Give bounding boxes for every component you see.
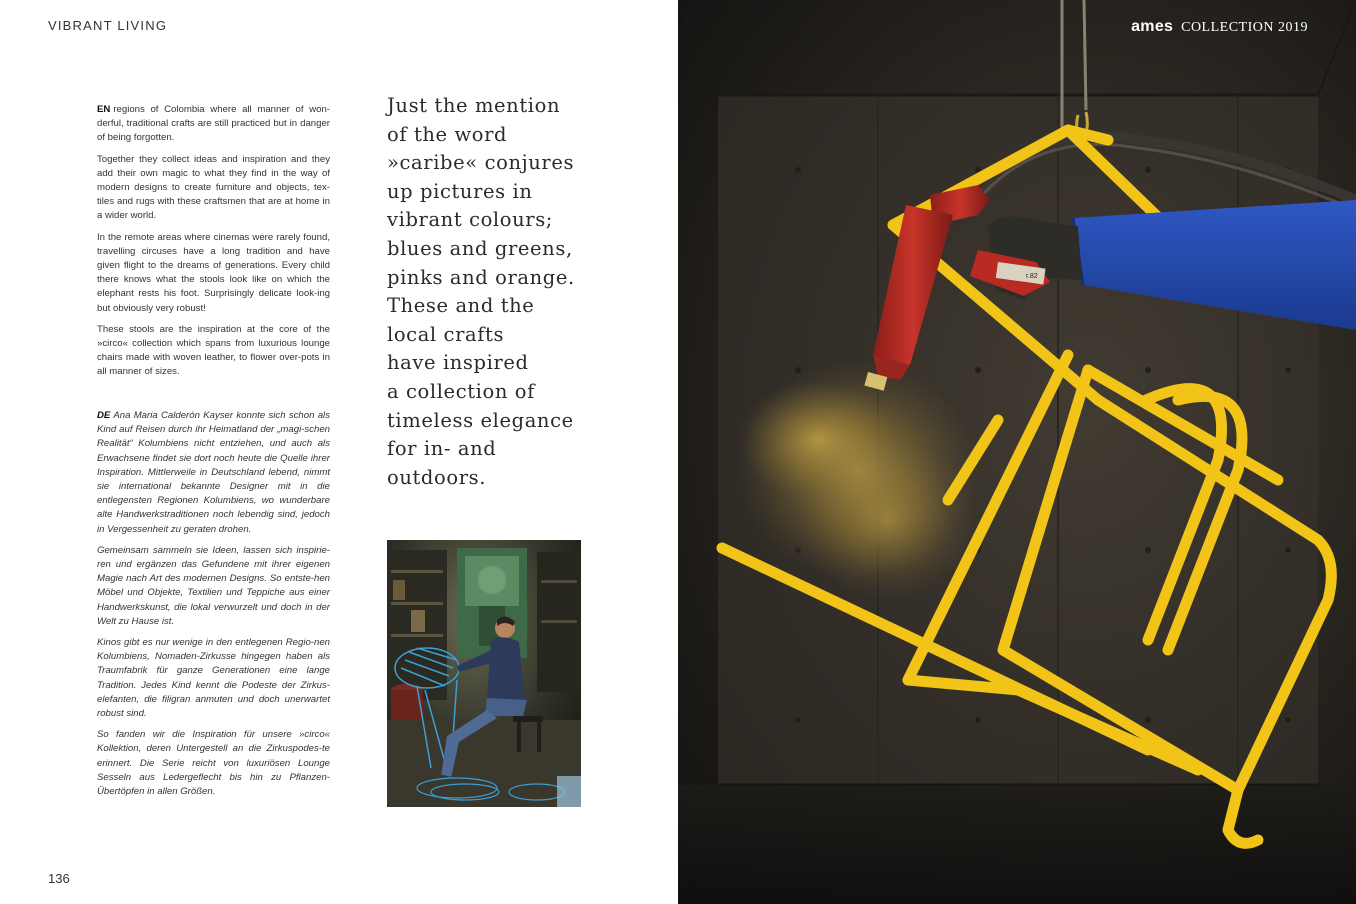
section-title: VIBRANT LIVING [48, 18, 168, 33]
english-paragraph: These stools are the inspiration at the core of the »circo« collection which spans from luxurious lounge chairs made with woven leather, to flower over-pots in all manner of sizes. [97, 323, 330, 378]
quote-line: blues and greens, [387, 236, 573, 260]
quote-line: have inspired [387, 351, 529, 375]
page-number: 136 [48, 871, 70, 886]
german-text-column [97, 409, 330, 806]
right-page-photo [678, 0, 1356, 904]
pull-quote [387, 92, 587, 492]
quote-line: Just the mention [387, 94, 561, 117]
collection-label: COLLECTION 2019 [1181, 20, 1308, 35]
quote-line: outdoors. [387, 465, 487, 489]
language-tag-en: EN [97, 104, 111, 115]
craftsman-photo-illustration [387, 540, 581, 807]
brand-header [1131, 18, 1308, 36]
spray-gun-label: r.82 [1026, 273, 1038, 280]
quote-line: pinks and orange. [387, 265, 575, 289]
brand-logo: ames [1131, 18, 1174, 35]
craftsman-photo [387, 540, 581, 807]
quote-line: These and the [387, 294, 535, 318]
german-paragraph: DE Ana Maria Calderón Kayser konnte sich schon als Kind auf Reisen durch ihr Heimatland der „magi-schen Realität“ Kolumbiens nicht entziehen, und auch als Erwachsene findet sie dort noch heute die Quelle ihrer Inspiration. Mittlerweile in Deutschland lebend, nimmt sie international bekannte Designer mit in die entlegensten Regionen Kolumbiens, wo wunderbare alte Handwerkstraditionen noch lebendig sind, jedoch in Vergessenheit zu geraten drohen. [97, 410, 330, 535]
quote-line: local crafts [387, 322, 505, 346]
quote-line: up pictures in [387, 179, 533, 203]
german-paragraph: Kinos gibt es nur wenige in den entlegenen Regio-nen Kolumbiens, Nomaden-Zirkusse hingegen haben als Traumfabrik für ganze Generationen eine lange Tradition. Jedes Kind kennt die Podeste der Zirkus-elefanten, die filigran anmuten und doch unerwartet robust sind. [97, 637, 330, 720]
quote-line: of the word [387, 122, 508, 146]
quote-line: vibrant colours; [387, 208, 553, 232]
language-tag-de: DE [97, 410, 111, 421]
spray-painting-photo [678, 0, 1356, 904]
quote-line: »caribe« conjures [387, 151, 575, 175]
quote-line: a collection of [387, 379, 535, 403]
german-paragraph: So fanden wir die Inspiration für unsere »circo« Kollektion, deren Untergestell an die Zirkuspodes-te erinnert. Die Serie reicht von luxuriösen Lounge Sesseln aus Ledergeflecht bis hin zu Pflanzen-Übertöpfen in allen Größen. [97, 729, 330, 798]
english-paragraph: In the remote areas where cinemas were rarely found, travelling circuses have a long tradition and have given flight to the dreams of generations. Every child there knows what the stools look like on which the elephant rests his foot. Surprisingly delicate look-ing but obviously very robust! [97, 231, 330, 314]
german-paragraph: Gemeinsam sammeln sie Ideen, lassen sich inspirie-ren und ergänzen das Gefundene mit ihrer eigenen Magie nach Art des modernen Designs. So entste-hen Möbel und Objekte, Textilien und Teppiche aus einer Handwerkskunst, die lokal verwurzelt und doch in der Welt zu Hause ist. [97, 544, 330, 627]
quote-line: for in- and [387, 437, 497, 461]
english-paragraph: Together they collect ideas and inspiration and they add their own magic to what they find in the way of modern designs to create furniture and objects, tex-tiles and rugs with these craftsmen that are at home in a wider world. [97, 153, 330, 222]
quote-line: timeless elegance [387, 408, 574, 432]
english-text-column [97, 103, 330, 387]
english-paragraph: EN regions of Colombia where all manner of won-derful, traditional crafts are still practiced but in danger of being forgotten. [97, 104, 330, 144]
